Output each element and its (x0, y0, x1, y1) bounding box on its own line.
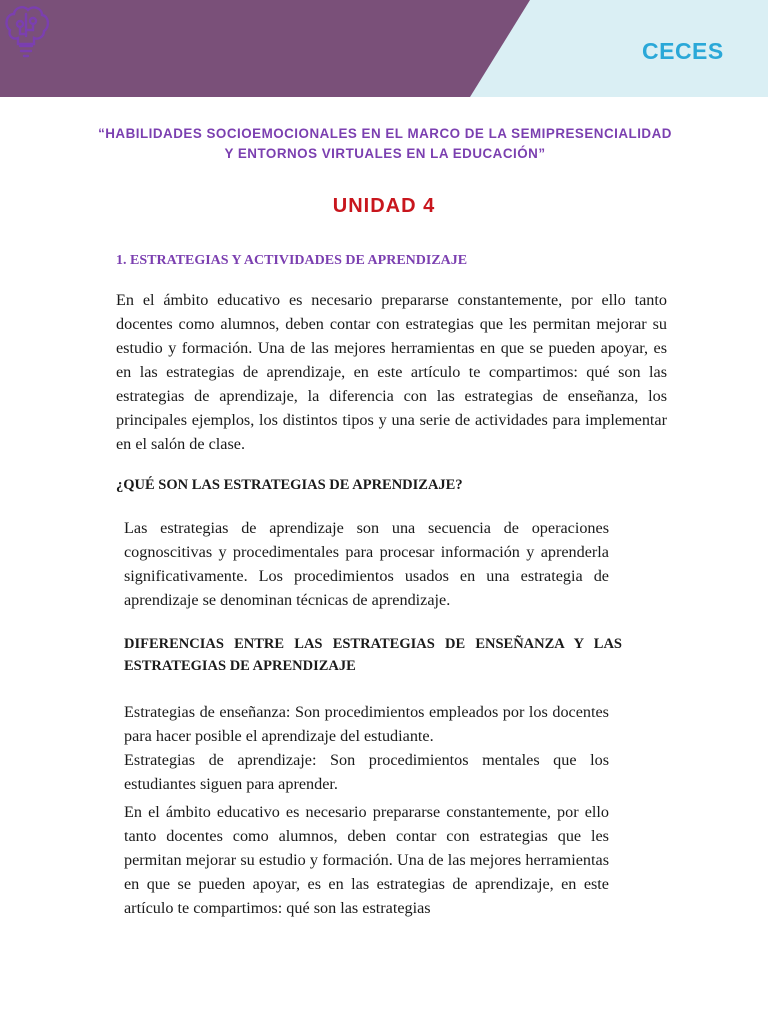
document-title-line2: Y ENTORNOS VIRTUALES EN LA EDUCACIÓN” (224, 146, 546, 161)
teaching-strategies-paragraph: Estrategias de enseñanza: Son procedimientos empleados por los docentes para hacer posible el aprendizaje del estudiante. (124, 703, 609, 745)
learning-strategies-paragraph: Estrategias de aprendizaje: Son procedimientos mentales que los estudiantes siguen para aprender. (124, 751, 609, 793)
unit-heading: UNIDAD 4 (332, 195, 436, 217)
repeated-intro-paragraph: En el ámbito educativo es necesario prepararse constantemente, por ello tanto docentes como alumnos, deben contar con estrategias que les permitan mejorar su estudio y formación. Una de las mejores herramientas en que se pueden apoyar, es en las estrategias de aprendizaje, en este artículo te compartimos: qué son las estrategias (124, 803, 609, 917)
subheading-what-are: ¿QUÉ SON LAS ESTRATEGIAS DE APRENDIZAJE? (116, 477, 463, 493)
subheading-differences: DIFERENCIAS ENTRE LAS ESTRATEGIAS DE ENSEÑANZA Y LAS ESTRATEGIAS DE APRENDIZAJE (124, 636, 622, 674)
document-title (40, 124, 730, 164)
document-title-line1: “HABILIDADES SOCIOEMOCIONALES EN EL MARCO DE LA SEMIPRESENCIALIDAD (98, 126, 672, 141)
page-header (0, 0, 768, 97)
section-heading: 1. ESTRATEGIAS Y ACTIVIDADES DE APRENDIZAJE (116, 253, 468, 268)
definition-paragraph: Las estrategias de aprendizaje son una secuencia de operaciones cognoscitivas y procedimentales para procesar información y aprenderla significativamente. Los procedimientos usados en una estrategia de aprendizaje se denominan técnicas de aprendizaje. (124, 519, 609, 609)
brain-lightbulb-icon (0, 0, 130, 64)
logo-text: CECES (642, 38, 724, 64)
intro-paragraph: En el ámbito educativo es necesario prepararse constantemente, por ello tanto docentes como alumnos, deben contar con estrategias que les permitan mejorar su estudio y formación. Una de las mejores herramientas en que se pueden apoyar, es en las estrategias de aprendizaje, en este artículo te compartimos: qué son las estrategias de aprendizaje, la diferencia con las estrategias de enseñanza, los principales ejemplos, los distintos tipos y una serie de actividades para implementar en el salón de clase. (116, 291, 667, 453)
